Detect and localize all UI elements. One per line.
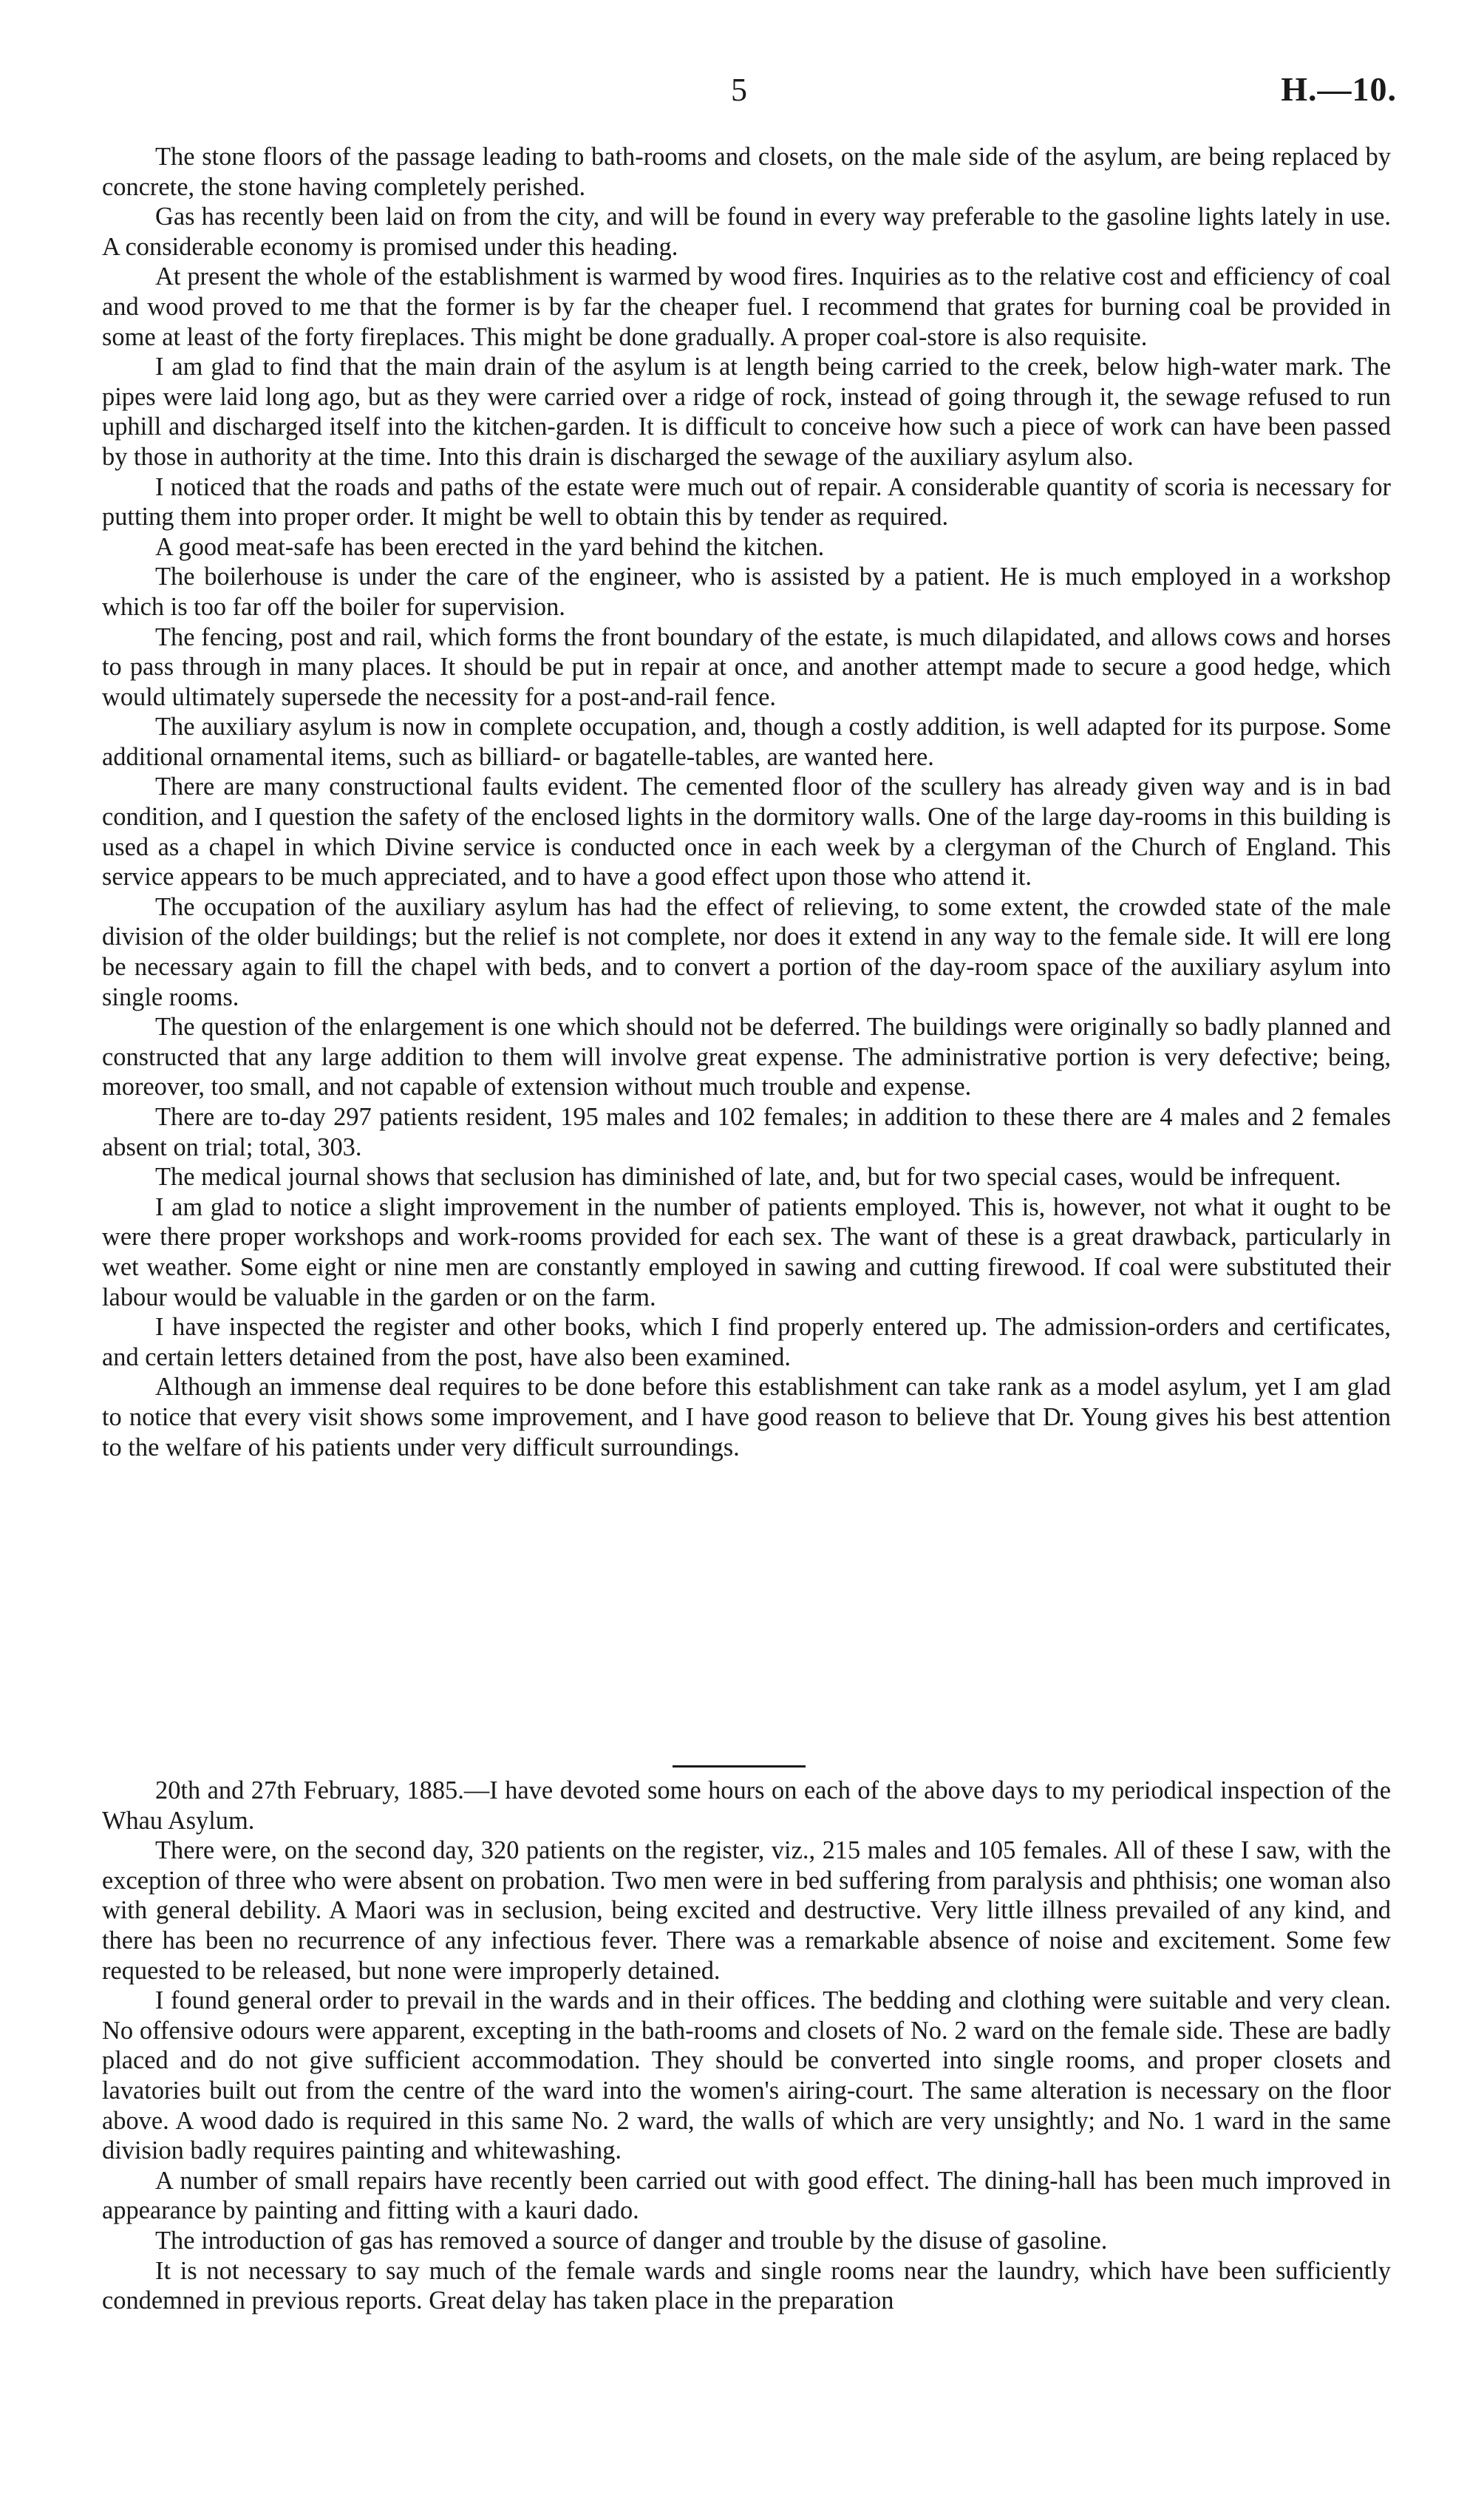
paragraph: I have inspected the register and other books, which I find properly entered up. The admission-orders and certificates, and certain letters detained from the post, have also been examined.	[102, 1313, 1391, 1371]
paragraph: It is not necessary to say much of the female wards and single rooms near the laundry, which have been sufficiently condemned in previous reports. Great delay has taken place in the preparation	[102, 2256, 1391, 2315]
document-reference: H.—10.	[1281, 70, 1397, 108]
paragraph: I noticed that the roads and paths of the estate were much out of repair. A considerable quantity of scoria is necessary for putting them into proper order. It might be well to obtain this by tender as required.	[102, 472, 1391, 532]
paragraph: At present the whole of the establishment is warmed by wood fires. Inquiries as to the relative cost and efficiency of coal and wood proved to me that the former is by far the cheaper fuel. I recommend that grates for burning coal be provided in some at least of the forty fireplaces. This might be done gradually. A proper coal-store is also requisite.	[102, 262, 1391, 351]
paragraph: I am glad to notice a slight improvement in the number of patients employed. This is, however, not what it ought to be were there proper workshops and work-rooms provided for each sex. The want of these is a great drawback, particularly in wet weather. Some eight or nine men are constantly employed in sawing and cutting firewood. If coal were substituted their labour would be valuable in the garden or on the farm.	[102, 1192, 1391, 1311]
paragraph: Gas has recently been laid on from the city, and will be found in every way preferable to the gasoline lights lately in use. A considerable economy is promised under this heading.	[102, 203, 1391, 261]
section-divider	[673, 1765, 806, 1768]
paragraph: Although an immense deal requires to be done before this establishment can take rank as a model asylum, yet I am glad to notice that every visit shows some improvement, and I have good reason to believe that Dr. Young gives his best attention to the welfare of his patients under very difficult surroundings.	[102, 1373, 1391, 1461]
paragraph: The medical journal shows that seclusion has diminished of late, and, but for two special cases, would be infrequent.	[155, 1163, 1341, 1192]
paragraph: There are to-day 297 patients resident, 195 males and 102 females; in addition to these there are 4 males and 2 females absent on trial; total, 303.	[102, 1103, 1391, 1161]
paragraph: The auxiliary asylum is now in complete occupation, and, though a costly addition, is well adapted for its purpose. Some additional ornamental items, such as billiard- or bagatelle-tables, are wanted here.	[102, 713, 1391, 771]
paragraph: There are many constructional faults evident. The cemented floor of the scullery has already given way and is in bad condition, and I question the safety of the enclosed lights in the dormitory walls. One of the large day-rooms in this building is used as a chapel in which Divine service is conducted once in each week by a clergyman of the Church of England. This service appears to be much appreciated, and to have a good effect upon those who attend it.	[102, 772, 1391, 892]
paragraph: I found general order to prevail in the wards and in their offices. The bedding and clothing were suitable and very clean. No offensive odours were apparent, excepting in the bath-rooms and closets of No. 2 ward on the female side. These are badly placed and do not give sufficient accommodation. They should be converted into single rooms, and proper closets and lavatories built out from the centre of the ward into the women's airing-court. The same alteration is necessary on the floor above. A wood dado is required in this same No. 2 ward, the walls of which are very unsightly; and No. 1 ward in the same division badly requires painting and whitewashing.	[102, 1986, 1391, 2165]
report-section-second	[102, 1776, 1391, 2316]
page-number: 5	[731, 72, 747, 108]
paragraph: I am glad to find that the main drain of the asylum is at length being carried to the creek, below high-water mark. The pipes were laid long ago, but as they were carried over a ridge of rock, instead of going through it, the sewage refused to run uphill and discharged itself into the kitchen-garden. It is difficult to conceive how such a piece of work can have been passed by those in authority at the time. Into this drain is discharged the sewage of the auxiliary asylum also.	[102, 353, 1391, 471]
paragraph: The stone floors of the passage leading to bath-rooms and closets, on the male side of the asylum, are being replaced by concrete, the stone having completely perished.	[102, 143, 1391, 201]
paragraph: The boilerhouse is under the care of the engineer, who is assisted by a patient. He is much employed in a workshop which is too far off the boiler for supervision.	[102, 563, 1391, 621]
paragraph: The fencing, post and rail, which forms the front boundary of the estate, is much dilapidated, and allows cows and horses to pass through in many places. It should be put in repair at once, and another attempt made to secure a good hedge, which would ultimately supersede the necessity for a post-and-rail fence.	[102, 622, 1391, 711]
paragraph: The occupation of the auxiliary asylum has had the effect of relieving, to some extent, the crowded state of the male division of the older buildings; but the relief is not complete, nor does it extend in any way to the female side. It will ere long be necessary again to fill the chapel with beds, and to convert a portion of the day-room space of the auxiliary asylum into single rooms.	[102, 892, 1391, 1011]
paragraph: 20th and 27th February, 1885.—I have devoted some hours on each of the above days to my periodical inspection of the Whau Asylum.	[102, 1776, 1391, 1835]
report-section-first	[102, 142, 1391, 1462]
paragraph: The introduction of gas has removed a source of danger and trouble by the disuse of gasoline.	[155, 2226, 1108, 2255]
paragraph: A number of small repairs have recently been carried out with good effect. The dining-hall has been much improved in appearance by painting and fitting with a kauri dado.	[102, 2166, 1391, 2225]
paragraph: The question of the enlargement is one which should not be deferred. The buildings were originally so badly planned and constructed that any large addition to them will involve great expense. The administrative portion is very defective; being, moreover, too small, and not capable of extension without much trouble and expense.	[102, 1013, 1391, 1101]
paragraph: A good meat-safe has been erected in the yard behind the kitchen.	[155, 532, 825, 561]
paragraph: There were, on the second day, 320 patients on the register, viz., 215 males and 105 females. All of these I saw, with the exception of three who were absent on probation. Two men were in bed suffering from paralysis and phthisis; one woman also with general debility. A Maori was in seclusion, being excited and destructive. Very little illness prevailed of any kind, and there has been no recurrence of any infectious fever. There was a remarkable absence of noise and excitement. Some few requested to be released, but none were improperly detained.	[102, 1836, 1391, 1985]
